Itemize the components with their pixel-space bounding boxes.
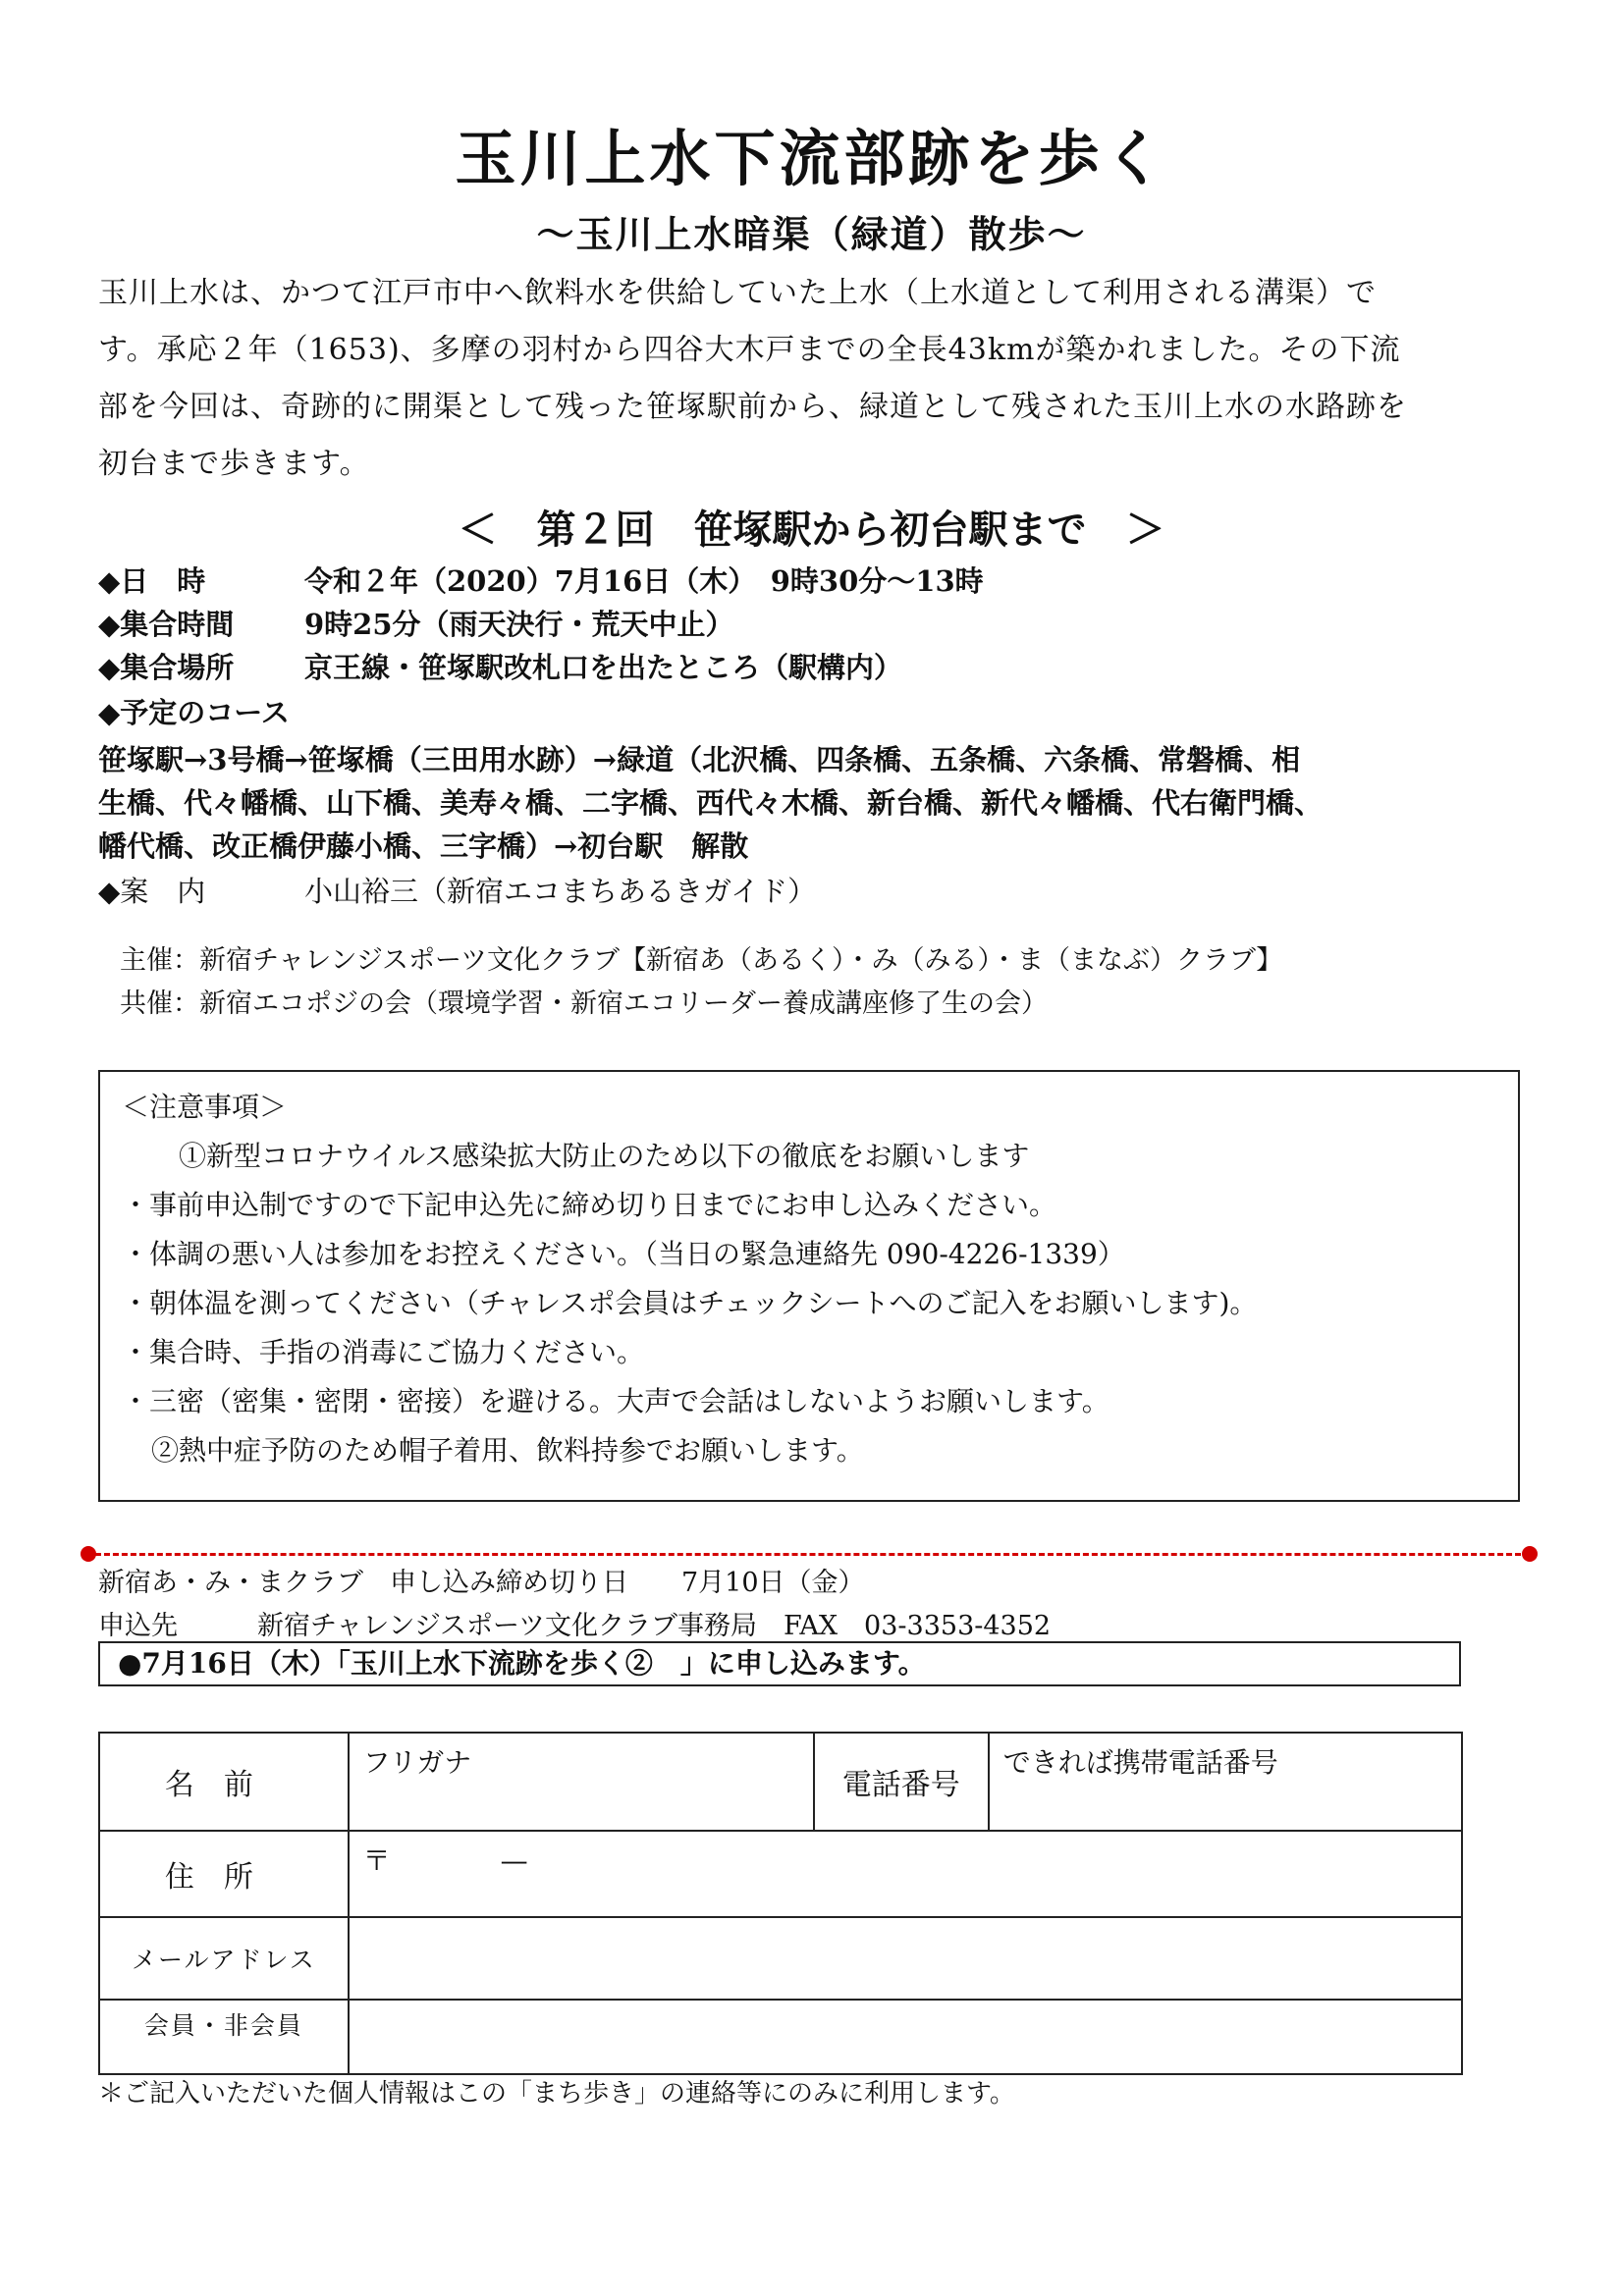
detail-row-meeting-place bbox=[98, 646, 902, 686]
notice-item: ・集合時、手指の消毒にご協力ください。 bbox=[122, 1336, 645, 1368]
cut-line-dot-right bbox=[1522, 1546, 1538, 1562]
notice-item: ・三密（密集・密閉・密接）を避ける。大声で会話はしないようお願いします。 bbox=[122, 1385, 1109, 1417]
course-route bbox=[98, 738, 1532, 868]
detail-label: ◆予定のコース bbox=[98, 696, 290, 729]
phone-label: 電話番号 bbox=[814, 1733, 989, 1831]
guide-row bbox=[98, 870, 816, 910]
application-form bbox=[98, 1732, 1463, 2075]
course-line: 生橋、代々幡橋、山下橋、美寿々橋、二字橋、西代々木橋、新台橋、新代々幡橋、代右衛門橋、 bbox=[98, 786, 1324, 820]
detail-row-meeting-time bbox=[98, 603, 734, 643]
intro-line: す。承応２年（1653)、多摩の羽村から四谷大木戸までの全長43kmが築かれました。その下流 bbox=[98, 333, 1401, 367]
notice-item: ・事前申込制ですので下記申込先に締め切り日までにお申し込みください。 bbox=[122, 1189, 1057, 1221]
co-organizer-line: 共催：新宿エコポジの会（環境学習・新宿エコリーダー養成講座修了生の会） bbox=[120, 988, 1048, 1019]
guide-label: ◆案 内 bbox=[98, 875, 206, 908]
notice-box bbox=[98, 1070, 1520, 1502]
furigana-label: フリガナ bbox=[362, 1746, 472, 1779]
notice-heading: ＜注意事項＞ bbox=[122, 1091, 288, 1123]
application-statement: ●7月16日（木）「玉川上水下流跡を歩く② 」に申し込みます。 bbox=[98, 1641, 1461, 1686]
intro-line: 初台まで歩きます。 bbox=[98, 447, 370, 481]
name-label: 名前 bbox=[99, 1733, 349, 1831]
privacy-footnote: ＊ご記入いただいた個人情報はこの「まち歩き」の連絡等にのみに利用します。 bbox=[98, 2079, 1015, 2109]
organizer-line: 主催：新宿チャレンジスポーツ文化クラブ【新宿あ（あるく）・み（みる）・ま（まなぶ）クラブ】 bbox=[120, 945, 1283, 976]
member-label: 会員・非会員 bbox=[99, 2000, 349, 2074]
cut-line-dot-left bbox=[81, 1546, 96, 1562]
postal-mark: 〒 — bbox=[362, 1844, 528, 1877]
email-field[interactable] bbox=[349, 1917, 1462, 2000]
detail-value: 9時25分（雨天決行・荒天中止） bbox=[304, 608, 734, 641]
phone-field[interactable] bbox=[989, 1733, 1462, 1831]
cut-line bbox=[86, 1553, 1530, 1556]
notice-item: ②熱中症予防のため帽子着用、飲料持参でお願いします。 bbox=[151, 1434, 864, 1467]
phone-hint: できれば携帯電話番号 bbox=[1002, 1746, 1278, 1779]
notice-item: ①新型コロナウイルス感染拡大防止のため以下の徹底をお願いします bbox=[179, 1140, 1030, 1172]
application-deadline: 新宿あ・み・まクラブ 申し込み締め切り日 7月10日（金） bbox=[98, 1568, 865, 1598]
name-field[interactable] bbox=[349, 1733, 814, 1831]
page-subtitle: ～玉川上水暗渠（緑道）散歩～ bbox=[536, 212, 1087, 256]
address-label: 住所 bbox=[99, 1831, 349, 1917]
email-label: メールアドレス bbox=[99, 1917, 349, 2000]
course-line: 笹塚駅→3号橋→笹塚橋（三田用水跡）→緑道（北沢橋、四条橋、五条橋、六条橋、常磐橋、相 bbox=[98, 743, 1301, 776]
notice-item: ・朝体温を測ってください（チャレスポ会員はチェックシートへのご記入をお願いします)。 bbox=[122, 1287, 1258, 1319]
detail-value: 令和２年（2020）7月16日（木） 9時30分～13時 bbox=[304, 564, 984, 598]
notice-item: ・体調の悪い人は参加をお控えください。（当日の緊急連絡先 090-4226-1339） bbox=[122, 1238, 1125, 1270]
course-line: 幡代橋、改正橋伊藤小橋、三字橋）→初台駅 解散 bbox=[98, 829, 749, 863]
address-field[interactable] bbox=[349, 1831, 1462, 1917]
intro-line: 玉川上水は、かつて江戸市中へ飲料水を供給していた上水（上水道として利用される溝渠）で bbox=[98, 276, 1377, 310]
intro-line: 部を今回は、奇跡的に開渠として残った笹塚駅前から、緑道として残された玉川上水の水路跡を bbox=[98, 390, 1407, 424]
detail-row-course bbox=[98, 691, 290, 731]
application-contact: 申込先 新宿チャレンジスポーツ文化クラブ事務局 FAX 03-3353-4352 bbox=[98, 1611, 1052, 1641]
detail-row-date bbox=[98, 560, 984, 600]
detail-value: 京王線・笹塚駅改札口を出たところ（駅構内） bbox=[304, 651, 903, 684]
detail-label: ◆集合場所 bbox=[98, 651, 235, 684]
intro-paragraph bbox=[98, 265, 1532, 493]
guide-value: 小山裕三（新宿エコまちあるきガイド） bbox=[304, 875, 817, 908]
session-heading: ＜ 第２回 笹塚駅から初台駅まで ＞ bbox=[458, 507, 1165, 553]
member-field[interactable] bbox=[349, 2000, 1462, 2074]
detail-label: ◆日 時 bbox=[98, 564, 206, 598]
page-title: 玉川上水下流部跡を歩く bbox=[455, 123, 1168, 194]
detail-label: ◆集合時間 bbox=[98, 608, 235, 641]
